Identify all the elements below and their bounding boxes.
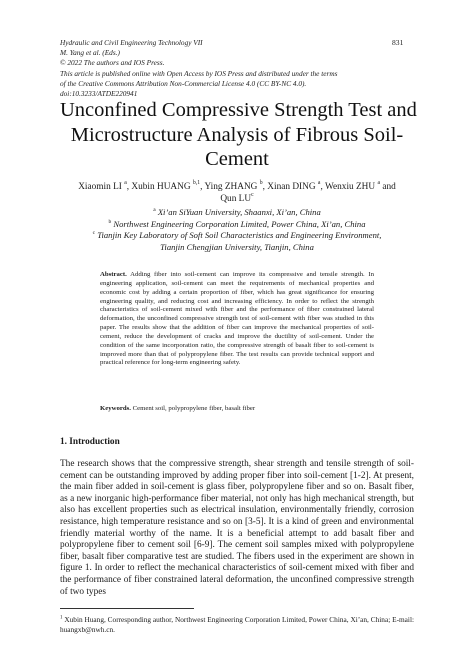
author-affil-mark: c [251, 191, 254, 198]
author-affil-mark: a [317, 179, 321, 186]
affiliation: Tianjin Chengjian University, Tianjin, China [160, 241, 314, 252]
abstract [100, 271, 374, 368]
author-name: Qun LU [220, 194, 252, 204]
section-heading: 1. Introduction [60, 437, 120, 447]
author-name: Ying ZHANG [204, 182, 258, 192]
header-line: M. Yang et al. (Eds.) [60, 48, 120, 58]
footnote-mark: 1 [60, 615, 63, 621]
affiliation: $^a$ Xi’an SiYuan University, Shaanxi, Xi’an, China [153, 207, 321, 217]
author-name: Xiaomin LI [78, 182, 122, 192]
affiliation: $^c$ Tianjin Key Laboratory of Soft Soil Characteristics and Engineering Environment, [92, 230, 382, 241]
title-line: Cement [205, 148, 269, 170]
body-paragraph: The research shows that the compressive strength, shear strength and tensile strength of soil-cement can be outstanding improved by adding proper fiber into soil-cement [1-2]. At present, the main fiber added in soil-cement is glass fiber, polypropylene fiber and so on. Basalt fiber, as a new inorganic high-performance fiber material, not only has high mechanical strength, but also has excellent properties such as electrical insulation, environmentally friendly, corrosion resistance, high temperature resistance and so on [3-5]. It is a kind of green and environmental friendly material worthy of the name. It is a beneficial attempt to add basalt fiber and polypropylene fiber to cement soil [6-9]. The cement soil samples mixed with polypropylene fiber, basalt fiber comparative test are studied. The fibers used in the experiment are shown in figure 1. In order to reflect the mechanical characteristics of soil-cement mixed with fiber and the performance of fiber constrained lateral deformation, the unconfined compressive strength of two types [60, 459, 414, 597]
author-and: and [382, 182, 396, 192]
header-line: © 2022 The authors and IOS Press. [60, 58, 165, 68]
doi: doi:10.3233/ATDE220941 [60, 89, 138, 99]
running-header [60, 38, 360, 99]
author-affil-mark: a [124, 179, 127, 186]
author-name: Wenxiu ZHU [324, 182, 376, 192]
author-affil-mark: b [259, 179, 263, 186]
author-list: Xiaomin LI $^a$, Xubin HUANG $^{b,1}$, Ying ZHANG $^b$, Xinan DING $^a$, Wenxiu ZHU $^a$ and Qun $LU^c$ [78, 179, 396, 204]
footnote-text: Xubin Huang, Corresponding author, Northwest Engineering Corporation Limited, Power China, Xi’an, China; E-mail: huangxb@nwh.cn. [60, 615, 414, 634]
author-name: Xinan DING [267, 182, 316, 192]
keywords [100, 405, 374, 414]
footnote-rule [60, 608, 194, 609]
paper-title [60, 98, 417, 172]
footnote [60, 615, 414, 634]
page-number: 831 [392, 38, 404, 47]
keywords-label: Keywords. [100, 405, 131, 412]
abstract-label: Abstract. [100, 271, 127, 278]
author-name: Xubin HUANG [131, 182, 191, 192]
header-line: of the Creative Commons Attribution Non-Commercial License 4.0 (CC BY-NC 4.0). [60, 78, 307, 88]
author-affil-mark: b,1 [192, 179, 201, 186]
abstract-text: Adding fiber into soil-cement can improve its compressive and tensile strength. In engineering application, soil-cement can meet the requirements of mechanical properties and economic cost by adding a certain proportion of fiber, which has great significance for ensuring engineering quality, and reducing cost and increasing efficiency. In order to reflect the strength characteristics of soil-cement mixed with fiber and the performance of fiber constrained lateral deformation, the unconfined compressive strength test of soil-cement with fiber was studied in this paper. The results show that the addition of fiber can improve the mechanical properties of soil-cement, reduce the development of cracks and improve the ductility of soil-cement. Under the condition of the same incorporation ratio, the compressive strength of basalt fiber to soil-cement is improved more than that of polypropylene fiber. The test results can provide technical support and practical reference for long-term engineering safety. [100, 271, 374, 367]
header-line: This article is published online with Open Access by IOS Press and distributed under the terms [60, 68, 338, 78]
author-affil-mark: a [377, 179, 381, 186]
title-line: Unconfined Compressive Strength Test and [60, 99, 417, 121]
title-line: Microstructure Analysis of Fibrous Soil- [70, 123, 404, 146]
keywords-text: Cement soil, polypropylene fiber, basalt fiber [132, 405, 256, 412]
affiliations [60, 207, 414, 253]
header-line: Hydraulic and Civil Engineering Technology VII [60, 38, 203, 47]
affiliation: $^b$ Northwest Engineering Corporation Limited, Power China, Xi’an, China [108, 218, 366, 229]
